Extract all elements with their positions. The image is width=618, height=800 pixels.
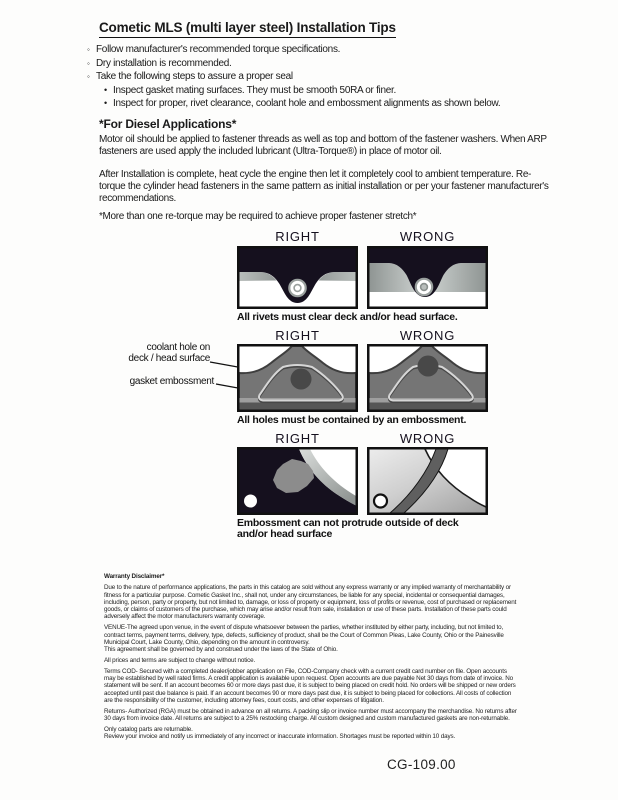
row1-wrong-label: WRONG	[399, 229, 456, 244]
circle-bullet-marker: ◦	[87, 45, 90, 54]
list-item	[87, 70, 557, 84]
embossment-protrusion-wrong-illustration	[367, 447, 488, 515]
tip-text: Inspect for proper, rivet clearance, coolant hole and embossment alignments as shown below.	[113, 98, 501, 110]
embossment-protrusion-right-illustration	[237, 447, 358, 515]
tip-text: Inspect gasket mating surfaces. They must be smooth 50RA or finer.	[113, 84, 396, 96]
tip-text: Follow manufacturer's recommended torque specifications.	[96, 44, 341, 55]
warranty-review-line: Review your invoice and notify us immediately of any incorrect or inaccurate information. Shortages must be reported within 10 days.	[104, 733, 456, 741]
embossment-containment-wrong-illustration	[367, 344, 488, 412]
installation-tips-list	[87, 43, 557, 111]
embossment-containment-right-illustration	[237, 344, 358, 412]
warranty-returns-paragraph: Returns- Authorized (RGA) must be obtained in advance on all returns. A packing slip or invoice number must accompany the merchandise. No returns after 30 days from invoice date. All returns are subject to a 25% restocking charge. All custom designed and custom manufactured gaskets are non-returnable.	[104, 707, 517, 723]
warranty-prices-line: All prices and terms are subject to change without notice.	[104, 656, 256, 664]
rivet-clearance-right-illustration	[237, 246, 358, 309]
rivet-clearance-wrong-diagram	[367, 246, 488, 309]
rivet-center	[421, 284, 428, 291]
warranty-liability-paragraph: Due to the nature of performance applications, the parts in this catalog are sold without any express warranty or any implied warranty of merchantability or fitness for a particular purpose. Cometic Gasket Inc., shall not, under any circumstances, be liable for any special, incidental or consequential damages, including, person, party or property, but not limited to, damage, or loss of property or equipment, loss of profits or revenue, cost of purchased or replacement goods, or claims of customers of the purchase, which may arise and/or result from sale, installation or use of these parts. Installation of these parts could adversely affect the motor manufacturers warranty coverage.	[104, 584, 517, 621]
rivet-center	[294, 285, 301, 292]
warranty-catalog-line: Only catalog parts are returnable.	[104, 725, 193, 733]
row3-wrong-label: WRONG	[399, 431, 456, 446]
rivet-clearance-right-diagram	[237, 246, 358, 309]
circle-bullet-marker: ◦	[87, 72, 90, 82]
coolant-hole-callout-label: coolant hole on deck / head surface	[128, 342, 210, 364]
row2-wrong-label: WRONG	[399, 328, 456, 343]
diesel-paragraph-1: Motor oil should be applied to fastener threads as well as top and bottom of the fastener washers. When ARP fasteners are used apply the included lubricant (Ultra-Torque®) in place of motor oil.	[99, 134, 547, 158]
diesel-paragraph-2: After Installation is complete, heat cycle the engine then let it completely cool to ambient temperature. Re-torque the cylinder head fasteners in the same pattern as initial installation or per your fastener manufacturer's recommendations.	[99, 169, 549, 205]
warranty-heading: Warranty Disclaimer*	[104, 573, 165, 580]
embossment-protrusion-right-diagram	[237, 447, 358, 515]
tip-text: Take the following steps to assure a proper seal	[96, 71, 293, 83]
row2-caption: All holes must be contained by an embossment.	[237, 414, 467, 426]
dot-bullet-marker: •	[104, 84, 107, 95]
row1-right-label: RIGHT	[275, 229, 320, 244]
warranty-venue-paragraph: VENUE-The agreed upon venue, in the event of dispute whatsoever between the parties, whether instituted by either party, including, but not limited to, contract terms, payment terms, delivery, type, defects, sufficiency of product, shall be the Court of Common Pleas, Lake County, Ohio or the Painesville Municipal Court, Lake County, Ohio, depending on the amount in controversy.	[104, 624, 504, 646]
page-code: CG-109.00	[387, 757, 456, 772]
bolt-hole	[244, 495, 257, 508]
circle-bullet-marker: ◦	[87, 58, 90, 68]
list-item	[87, 57, 557, 71]
page-title: Cometic MLS (multi layer steel) Installation Tips	[99, 20, 396, 38]
deck-edge-dark-band	[239, 403, 356, 411]
retorque-note: *More than one re-torque may be required to achieve proper fastener stretch*	[99, 211, 417, 222]
row3-caption: Embossment can not protrude outside of deck and/or head surface	[237, 517, 459, 540]
gasket-embossment-callout-label: gasket embossment	[129, 376, 214, 387]
bolt-hole	[374, 495, 387, 508]
tip-text: Dry installation is recommended.	[96, 57, 232, 69]
rivet-clearance-wrong-illustration	[367, 246, 488, 309]
warranty-venue-law-line: This agreement shall be governed by and construed under the laws of the State of Ohio.	[104, 646, 338, 654]
warranty-terms-paragraph: Terms COD- Secured with a completed dealer/jobber application on File, COD-Company check with a current credit card number on file. Open accounts may be established by well rated firms. A credit application is available upon request. Open accounts are due payable Net 30 days from date of invoice. No statement will be sent. If an account becomes 60 or more days past due, it is subject to being placed on credit hold. No orders will be shipped or new orders accepted until past due balance is paid. If an account becomes 90 or more days past due, it is subject to being placed for collections. All costs of collection are the responsibility of the customer, including attorney fees, court costs, and other expenses of litigation.	[104, 667, 516, 704]
row2-right-label: RIGHT	[275, 328, 320, 343]
deck-edge-dark-band	[369, 403, 486, 411]
list-item	[87, 43, 557, 57]
diesel-applications-heading: *For Diesel Applications*	[99, 117, 237, 131]
warranty-disclaimer-section	[104, 573, 518, 744]
coolant-hole	[291, 369, 312, 390]
coolant-hole	[418, 356, 439, 377]
list-item	[87, 84, 557, 98]
embossment-containment-wrong-diagram	[367, 344, 488, 412]
list-item	[87, 97, 557, 111]
embossment-protrusion-wrong-diagram	[367, 447, 488, 515]
row3-right-label: RIGHT	[275, 431, 320, 446]
row1-caption: All rivets must clear deck and/or head surface.	[237, 311, 458, 323]
dot-bullet-marker: •	[104, 98, 107, 109]
embossment-containment-right-diagram	[237, 344, 358, 412]
